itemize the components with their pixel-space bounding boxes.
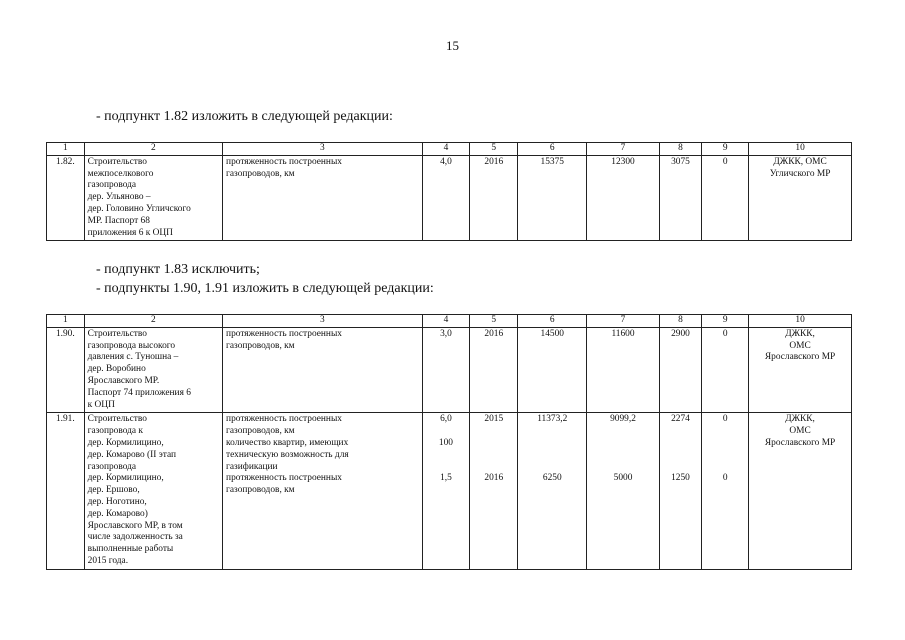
header-cell: 6: [518, 315, 587, 328]
value-col7: 11600: [587, 327, 659, 413]
value-col8: 2900: [659, 327, 702, 413]
item-number: 1.90.: [47, 327, 85, 413]
table-1: [46, 142, 852, 241]
value-col4: 4,0: [422, 155, 470, 241]
header-cell: 1: [47, 143, 85, 156]
header-cell: 4: [422, 143, 470, 156]
header-cell: 10: [749, 315, 852, 328]
value-col9: 0 0: [702, 413, 749, 569]
header-cell: 4: [422, 315, 470, 328]
value-col9: 0: [702, 327, 749, 413]
item-name: Строительство газопровода к дер. Кормилицино, дер. Комарово (II этап газопровода дер. Кормилицино, дер. Ершово, дер. Ноготино, дер. Комарово) Ярославского МР, в том числе задолженность за выполненные работы 2015 года.: [84, 413, 222, 569]
header-cell: 9: [702, 315, 749, 328]
header-cell: 2: [84, 315, 222, 328]
item-number: 1.91.: [47, 413, 85, 569]
year-col5: 2015 2016: [470, 413, 518, 569]
value-col6: 15375: [518, 155, 587, 241]
table-row: [47, 327, 852, 413]
header-cell: 1: [47, 315, 85, 328]
header-row: [47, 143, 852, 156]
year-col5: 2016: [470, 155, 518, 241]
instruction-2: - подпункт 1.83 исключить;: [96, 262, 260, 277]
executor: ДЖКК, ОМС Угличского МР: [749, 155, 852, 241]
value-col7: 9099,2 5000: [587, 413, 659, 569]
header-cell: 7: [587, 143, 659, 156]
executor: ДЖКК, ОМС Ярославского МР: [749, 327, 852, 413]
executor: ДЖКК, ОМС Ярославского МР: [749, 413, 852, 569]
header-cell: 9: [702, 143, 749, 156]
value-col8: 3075: [659, 155, 702, 241]
item-name: Строительство межпоселкового газопровода дер. Ульяново – дер. Головино Угличского МР. Паспорт 68 приложения 6 к ОЦП: [84, 155, 222, 241]
header-cell: 5: [470, 143, 518, 156]
table-row: [47, 155, 852, 241]
value-col8: 2274 1250: [659, 413, 702, 569]
value-col7: 12300: [587, 155, 659, 241]
header-cell: 3: [223, 143, 422, 156]
page-number: 15: [446, 38, 459, 53]
instruction-3: - подпункты 1.90, 1.91 изложить в следующей редакции:: [96, 281, 434, 296]
value-col9: 0: [702, 155, 749, 241]
header-cell: 7: [587, 315, 659, 328]
header-cell: 2: [84, 143, 222, 156]
indicator: протяженность построенных газопроводов, км: [223, 327, 422, 413]
item-number: 1.82.: [47, 155, 85, 241]
header-cell: 3: [223, 315, 422, 328]
instruction-1: - подпункт 1.82 изложить в следующей редакции:: [96, 109, 393, 124]
header-cell: 8: [659, 315, 702, 328]
header-cell: 6: [518, 143, 587, 156]
value-col6: 11373,2 6250: [518, 413, 587, 569]
value-col4: 3,0: [422, 327, 470, 413]
table-row: [47, 413, 852, 569]
header-cell: 8: [659, 143, 702, 156]
indicator: протяженность построенных газопроводов, км количество квартир, имеющих техническую возможность для газификации протяженность построенных газопроводов, км: [223, 413, 422, 569]
indicator: протяженность построенных газопроводов, км: [223, 155, 422, 241]
value-col4: 6,0 100 1,5: [422, 413, 470, 569]
item-name: Строительство газопровода высокого давления с. Туношна – дер. Воробино Ярославского МР. Паспорт 74 приложения 6 к ОЦП: [84, 327, 222, 413]
header-row: [47, 315, 852, 328]
header-cell: 10: [749, 143, 852, 156]
year-col5: 2016: [470, 327, 518, 413]
table-2: [46, 314, 852, 570]
header-cell: 5: [470, 315, 518, 328]
value-col6: 14500: [518, 327, 587, 413]
